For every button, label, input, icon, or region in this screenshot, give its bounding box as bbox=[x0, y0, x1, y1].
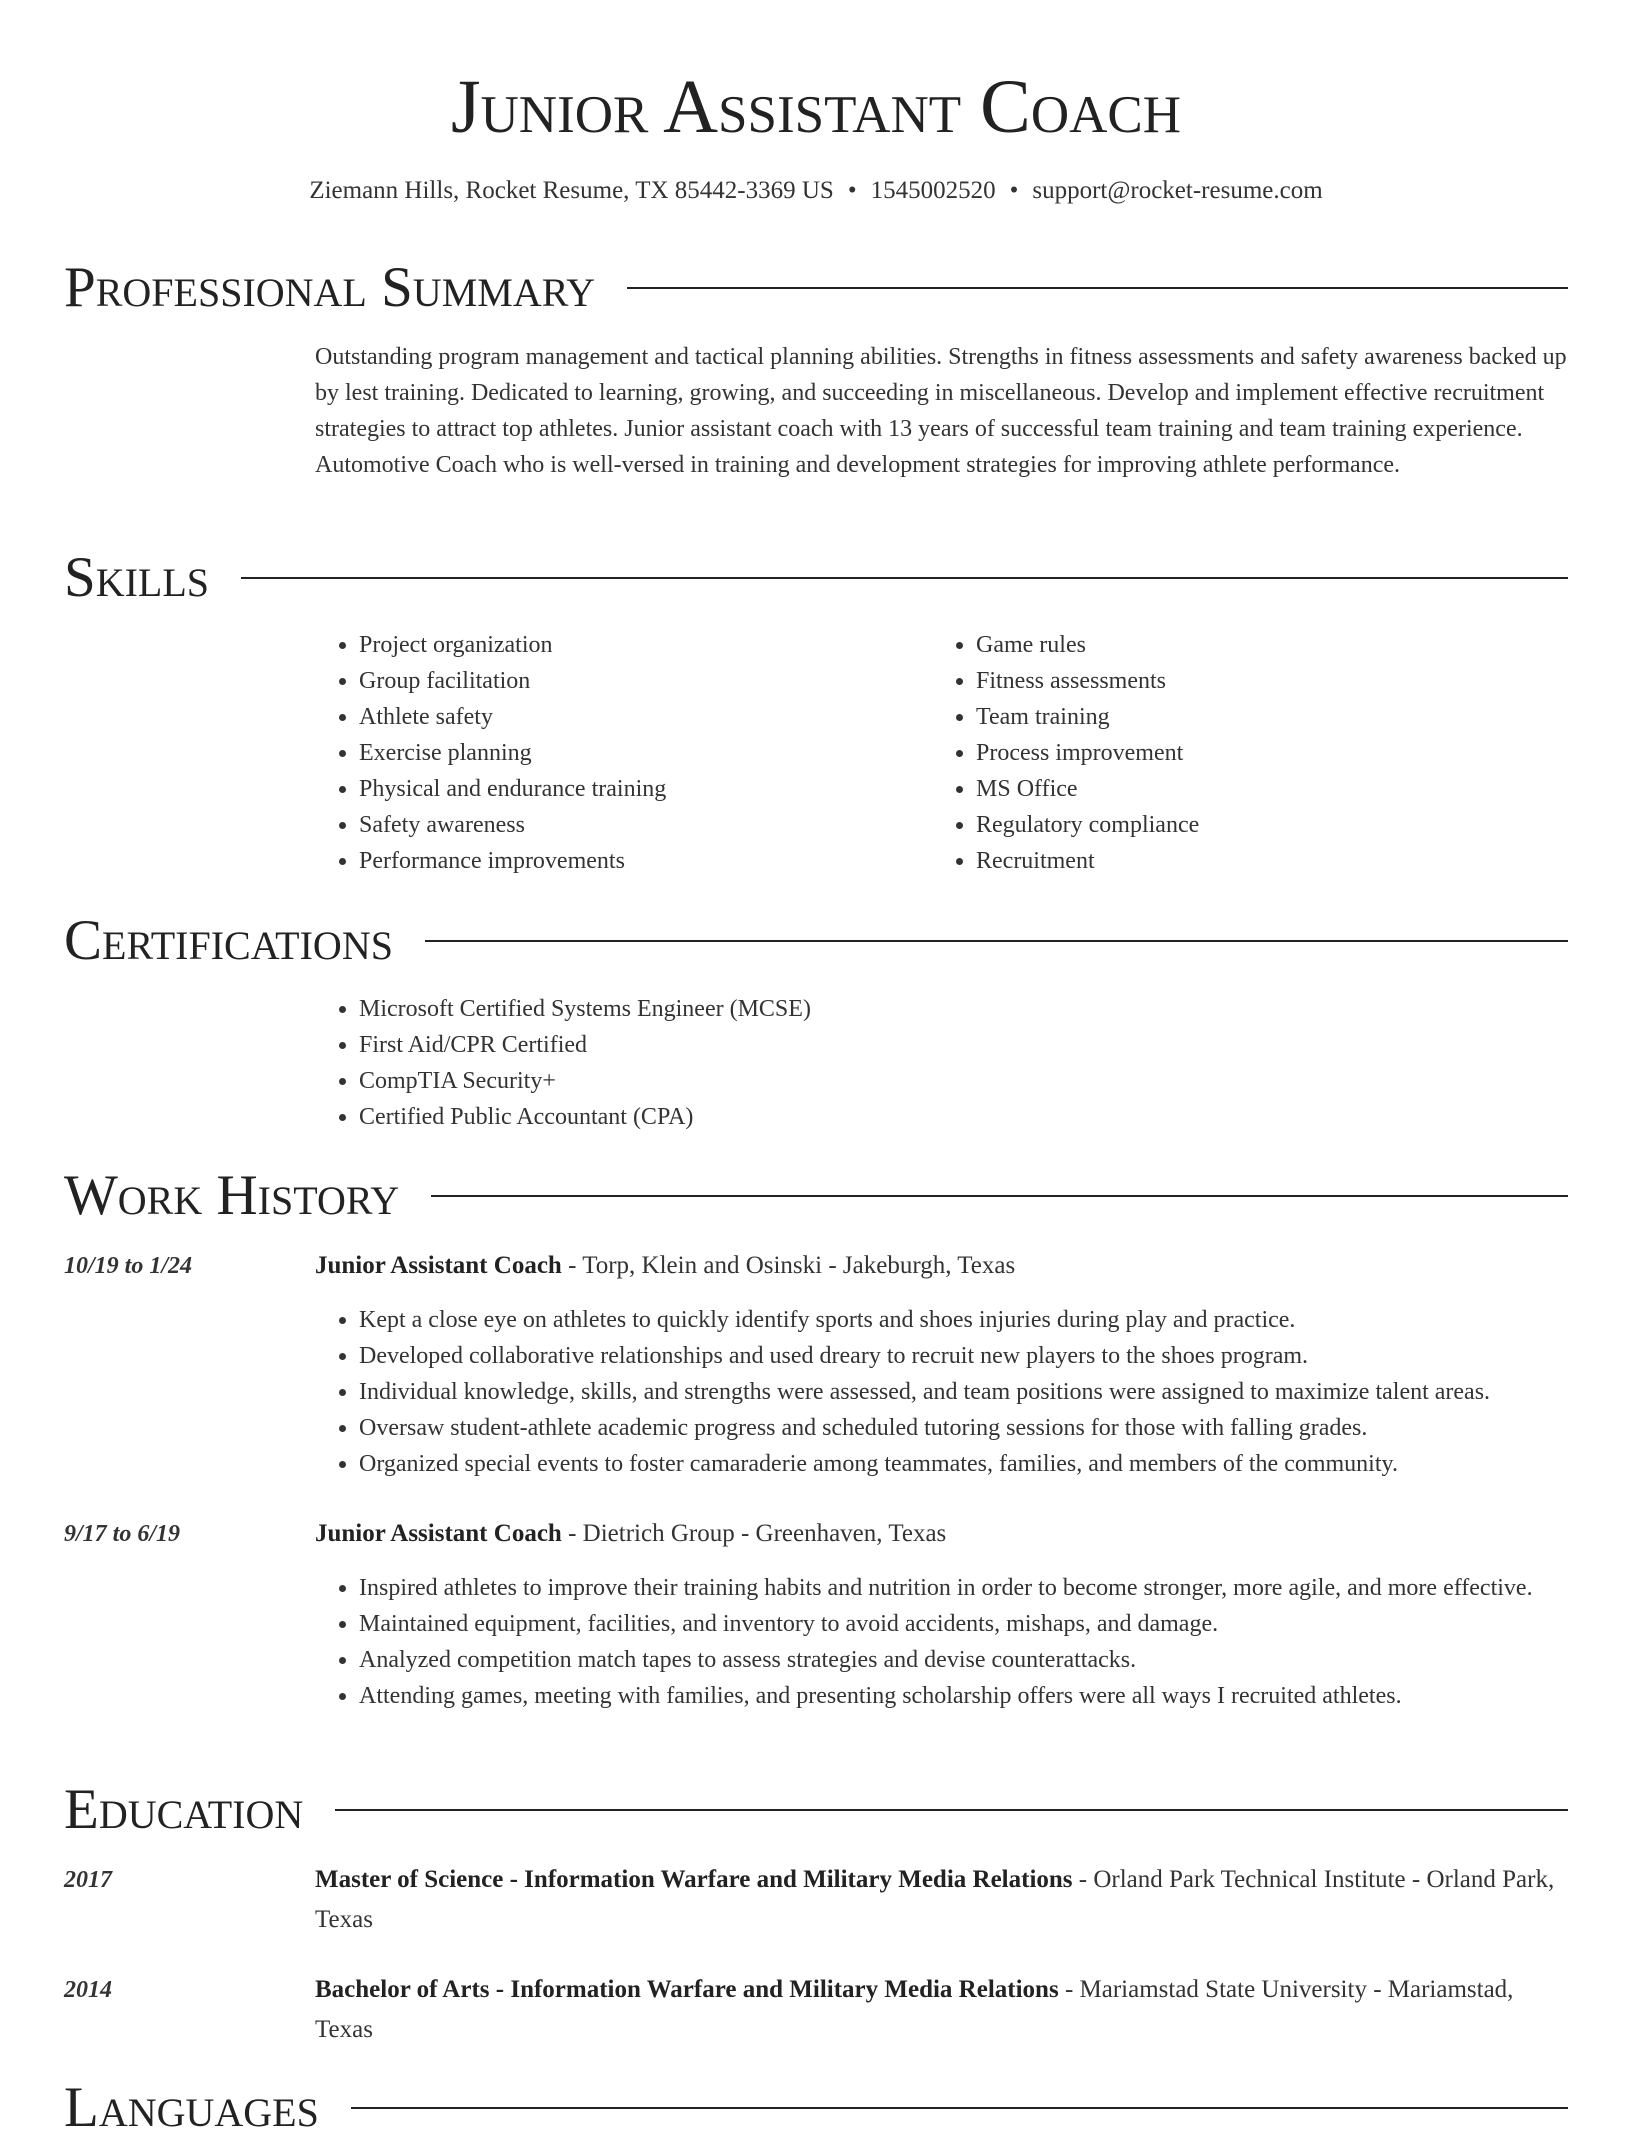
education-entry bbox=[315, 1970, 1568, 2050]
certification-item: • Microsoft Certified Systems Engineer (MCSE) bbox=[359, 991, 1559, 1027]
education-school: - Mariamstad State University - Mariamstad, Texas bbox=[315, 1976, 1514, 2043]
section-title-certifications: Certifications bbox=[64, 909, 393, 972]
section-divider bbox=[627, 287, 1568, 289]
skill-item: • Recruitment bbox=[976, 843, 1536, 879]
education-year: 2017 bbox=[64, 1867, 112, 1893]
job-title: Junior Assistant Coach bbox=[315, 1252, 562, 1279]
contact-address: Ziemann Hills, Rocket Resume, TX 85442-3369 US bbox=[309, 177, 834, 204]
job-duty-item: • Individual knowledge, skills, and strengths were assessed, and team positions were assigned to maximize talent areas. bbox=[359, 1374, 1619, 1410]
job-title: Junior Assistant Coach bbox=[315, 1520, 562, 1547]
skill-item: • Process improvement bbox=[976, 735, 1536, 771]
skill-item: • Physical and endurance training bbox=[359, 771, 919, 807]
skill-item: • Project organization bbox=[359, 627, 919, 663]
contact-line bbox=[0, 176, 1632, 206]
section-header-summary bbox=[64, 255, 1568, 321]
job-duty-item: • Kept a close eye on athletes to quickly identify sports and shoes injuries during play and practice. bbox=[359, 1302, 1619, 1338]
section-divider bbox=[431, 1195, 1568, 1197]
skill-item: • Team training bbox=[976, 699, 1536, 735]
skill-item: • Fitness assessments bbox=[976, 663, 1536, 699]
job-duty-item: • Attending games, meeting with families, and presenting scholarship offers were all ways I recruited athletes. bbox=[359, 1678, 1549, 1714]
job-employer: - Dietrich Group - Greenhaven, Texas bbox=[561, 1520, 947, 1547]
skill-item: • Athlete safety bbox=[359, 699, 919, 735]
certification-item: • CompTIA Security+ bbox=[359, 1063, 1559, 1099]
job-duty-item: • Inspired athletes to improve their training habits and nutrition in order to become stronger, more agile, and more effective. bbox=[359, 1570, 1549, 1606]
job-duty-item: • Organized special events to foster camaraderie among teammates, families, and members of the community. bbox=[359, 1446, 1619, 1482]
skill-item: • Safety awareness bbox=[359, 807, 919, 843]
education-degree: Bachelor of Arts - Information Warfare and Military Media Relations bbox=[315, 1976, 1059, 2003]
section-header-education bbox=[64, 1777, 1568, 1843]
job-dates: 9/17 to 6/19 bbox=[64, 1521, 181, 1547]
job-duty-item: • Maintained equipment, facilities, and inventory to avoid accidents, mishaps, and damage. bbox=[359, 1606, 1549, 1642]
education-school: - Orland Park Technical Institute - Orland Park, Texas bbox=[315, 1866, 1555, 1933]
skill-item: • Group facilitation bbox=[359, 663, 919, 699]
job-heading bbox=[315, 1246, 1568, 1286]
section-title-languages: Languages bbox=[64, 2076, 319, 2139]
section-divider bbox=[241, 577, 1568, 579]
job-heading bbox=[315, 1514, 1568, 1554]
section-title-skills: Skills bbox=[64, 546, 210, 609]
job-duties-list bbox=[315, 1570, 1549, 1714]
resume-name: Junior Assistant Coach bbox=[450, 65, 1182, 149]
section-header-languages bbox=[64, 2075, 1568, 2141]
job-duty-item: • Developed collaborative relationships and used dreary to recruit new players to the shoes program. bbox=[359, 1338, 1619, 1374]
section-divider bbox=[425, 940, 1568, 942]
section-header-certifications bbox=[64, 908, 1568, 974]
skills-list-right bbox=[932, 627, 1536, 879]
job-duties-list bbox=[315, 1302, 1619, 1482]
section-header-skills bbox=[64, 545, 1568, 611]
job-duty-item: • Analyzed competition match tapes to assess strategies and devise counterattacks. bbox=[359, 1642, 1549, 1678]
skill-item: • Game rules bbox=[976, 627, 1536, 663]
job-dates: 10/19 to 1/24 bbox=[64, 1253, 193, 1279]
section-header-work-history bbox=[64, 1163, 1568, 1229]
education-year: 2014 bbox=[64, 1977, 112, 2003]
contact-phone: 1545002520 bbox=[870, 177, 996, 204]
contact-separator: • bbox=[847, 177, 857, 204]
certifications-list bbox=[315, 991, 1559, 1135]
skill-item: • Regulatory compliance bbox=[976, 807, 1536, 843]
section-title-summary: Professional Summary bbox=[64, 256, 596, 319]
skill-item: • MS Office bbox=[976, 771, 1536, 807]
certification-item: • Certified Public Accountant (CPA) bbox=[359, 1099, 1559, 1135]
certification-item: • First Aid/CPR Certified bbox=[359, 1027, 1559, 1063]
skills-list-left bbox=[315, 627, 919, 879]
job-employer: - Torp, Klein and Osinski - Jakeburgh, Texas bbox=[561, 1252, 1016, 1279]
job-duty-item: • Oversaw student-athlete academic progress and scheduled tutoring sessions for those with falling grades. bbox=[359, 1410, 1619, 1446]
education-degree: Master of Science - Information Warfare and Military Media Relations bbox=[315, 1866, 1073, 1893]
skill-item: • Performance improvements bbox=[359, 843, 919, 879]
section-title-work-history: Work History bbox=[64, 1164, 400, 1227]
section-divider bbox=[351, 2107, 1568, 2109]
section-title-education: Education bbox=[64, 1778, 304, 1841]
section-divider bbox=[335, 1809, 1568, 1811]
contact-email: support@rocket-resume.com bbox=[1032, 177, 1323, 204]
education-entry bbox=[315, 1860, 1568, 1940]
skill-item: • Exercise planning bbox=[359, 735, 919, 771]
contact-separator: • bbox=[1009, 177, 1019, 204]
summary-text: Outstanding program management and tactical planning abilities. Strengths in fitness assessments and safety awareness backed up by lest training. Dedicated to learning, growing, and succeeding in miscellaneous. Develop and implement effective recruitment strategies to attract top athletes. Junior assistant coach with 13 years of successful team training and team training experience. Automotive Coach who is well-versed in training and development strategies for improving athlete performance. bbox=[315, 344, 1567, 478]
